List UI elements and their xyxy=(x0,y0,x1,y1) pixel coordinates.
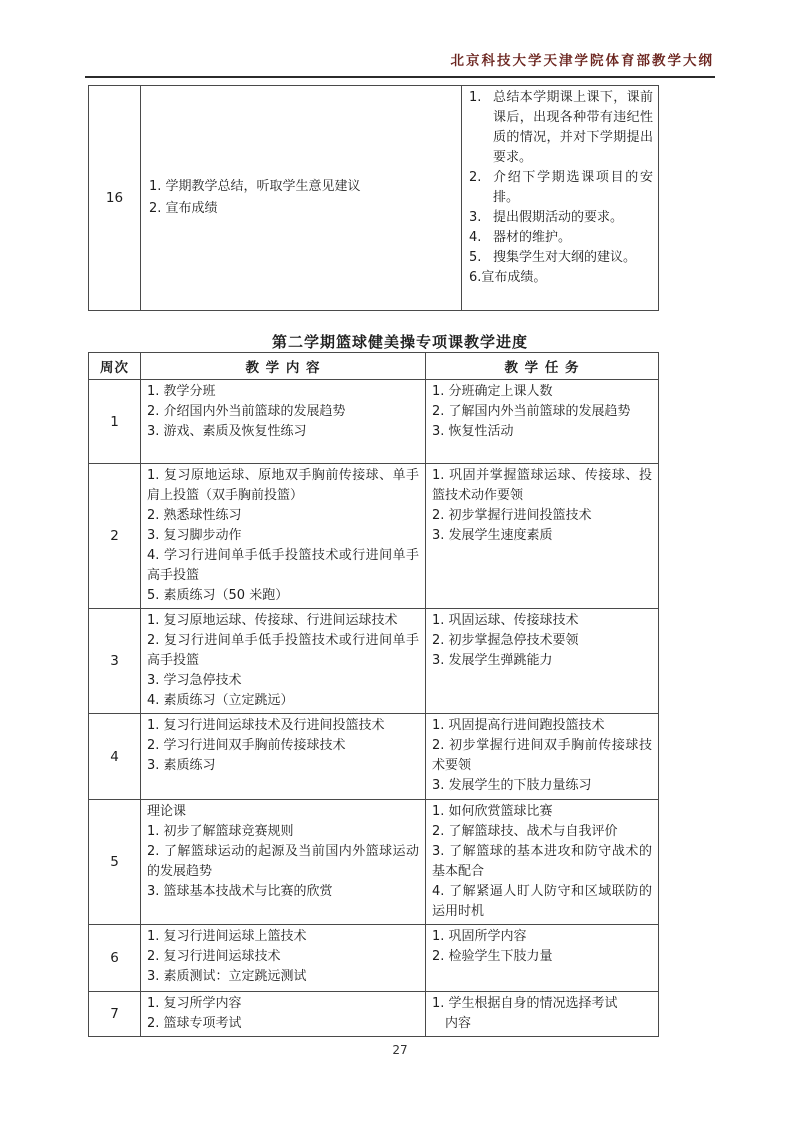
content-line: 1. 复习原地运球、原地双手胸前传接球、单手肩上投篮（双手胸前投篮） xyxy=(147,468,419,503)
teaching-task-cell xyxy=(462,86,659,311)
content-line: 1. 复习所学内容 xyxy=(147,996,242,1011)
week-number: 1 xyxy=(89,380,141,464)
page-number: 27 xyxy=(392,1043,408,1057)
task-lines-cell xyxy=(426,714,659,800)
task-line: 1. 分班确定上课人数 xyxy=(432,384,553,399)
content-line: 2. 宣布成绩 xyxy=(149,201,218,216)
content-line: 2. 复习行进间单手低手投篮技术或行进间单手高手投篮 xyxy=(147,633,419,668)
task-line: 2. 了解篮球技、战术与自我评价 xyxy=(432,824,618,839)
task-lines-cell xyxy=(426,800,659,925)
schedule-title: 第二学期篮球健美操专项课教学进度 xyxy=(271,333,528,351)
content-line: 1. 复习原地运球、传接球、行进间运球技术 xyxy=(147,613,398,628)
task-line: 1. 巩固并掌握篮球运球、传接球、投篮技术动作要领 xyxy=(432,468,652,503)
task-footer-line: 6.宣布成绩。 xyxy=(469,270,547,285)
task-line: 1. 学生根据自身的情况选择考试 xyxy=(432,996,618,1011)
task-line: 1. 巩固所学内容 xyxy=(432,929,527,944)
content-lines-cell xyxy=(141,609,426,714)
content-lines-cell xyxy=(141,464,426,609)
schedule-row xyxy=(89,609,659,714)
task-line: 2. 初步掌握急停技术要领 xyxy=(432,633,579,648)
content-line: 2. 学习行进间双手胸前传接球技术 xyxy=(147,738,346,753)
task-line: 内容 xyxy=(432,1016,472,1031)
task-item-text: 搜集学生对大纲的建议。 xyxy=(493,250,637,265)
task-line: 2. 初步掌握行进间投篮技术 xyxy=(432,508,592,523)
task-line: 3. 恢复性活动 xyxy=(432,424,514,439)
schedule-row xyxy=(89,714,659,800)
content-line: 3. 篮球基本技战术与比赛的欣赏 xyxy=(147,884,333,899)
schedule-header-row xyxy=(89,353,659,380)
task-item-number: 4. xyxy=(469,230,482,245)
content-line: 3. 游戏、素质及恢复性练习 xyxy=(147,424,307,439)
task-item-text: 提出假期活动的要求。 xyxy=(493,210,624,225)
week-number: 16 xyxy=(105,190,124,206)
content-lines-cell xyxy=(141,992,426,1037)
content-line: 理论课 xyxy=(147,804,187,819)
content-line: 3. 复习脚步动作 xyxy=(147,528,242,543)
content-line: 4. 素质练习（立定跳远） xyxy=(147,693,294,708)
content-line: 2. 复习行进间运球技术 xyxy=(147,949,281,964)
column-header-week: 周次 xyxy=(89,353,141,380)
content-lines-cell xyxy=(141,800,426,925)
column-header-content: 教 学 内 容 xyxy=(141,353,426,380)
task-item xyxy=(469,88,653,168)
task-lines-cell xyxy=(426,992,659,1037)
week-number: 5 xyxy=(89,800,141,925)
header-rule xyxy=(85,76,715,78)
task-item-number: 2. xyxy=(469,170,482,185)
task-item-number: 5. xyxy=(469,250,482,265)
task-line: 3. 发展学生的下肢力量练习 xyxy=(432,778,592,793)
schedule-table xyxy=(88,352,659,1037)
content-line: 1. 复习行进间运球上篮技术 xyxy=(147,929,307,944)
task-line: 3. 了解篮球的基本进攻和防守战术的基本配合 xyxy=(432,844,652,879)
task-lines-cell xyxy=(426,609,659,714)
task-item xyxy=(469,168,653,208)
content-line: 3. 学习急停技术 xyxy=(147,673,242,688)
content-line: 2. 介绍国内外当前篮球的发展趋势 xyxy=(147,404,346,419)
schedule-row xyxy=(89,464,659,609)
task-item-number: 1. xyxy=(469,90,482,105)
task-item-text: 总结本学期课上课下，课前课后，出现各种带有违纪性质的情况，并对下学期提出要求。 xyxy=(493,90,653,165)
content-line: 1. 学期教学总结，听取学生意见建议 xyxy=(149,179,361,194)
week-number: 6 xyxy=(89,925,141,992)
week-number: 4 xyxy=(89,714,141,800)
week-number: 3 xyxy=(89,609,141,714)
content-line: 2. 熟悉球性练习 xyxy=(147,508,242,523)
content-lines-cell xyxy=(141,714,426,800)
week-number: 7 xyxy=(89,992,141,1037)
task-item xyxy=(469,228,653,248)
task-line: 1. 巩固运球、传接球技术 xyxy=(432,613,579,628)
task-line: 2. 检验学生下肢力量 xyxy=(432,949,553,964)
task-item-text: 介绍下学期选课项目的安排。 xyxy=(493,170,653,205)
task-line: 1. 巩固提高行进间跑投篮技术 xyxy=(432,718,605,733)
task-item xyxy=(469,248,653,268)
schedule-row xyxy=(89,800,659,925)
task-item-number: 3. xyxy=(469,210,482,225)
content-line: 1. 教学分班 xyxy=(147,384,216,399)
task-list xyxy=(469,88,653,268)
column-header-task: 教 学 任 务 xyxy=(426,353,659,380)
content-line: 2. 了解篮球运动的起源及当前国内外篮球运动的发展趋势 xyxy=(147,844,419,879)
task-line: 2. 初步掌握行进间双手胸前传接球技术要领 xyxy=(432,738,652,773)
content-line: 3. 素质练习 xyxy=(147,758,216,773)
content-line: 5. 素质练习（50 米跑） xyxy=(147,588,289,603)
content-line: 2. 篮球专项考试 xyxy=(147,1016,242,1031)
page-header-title: 北京科技大学天津学院体育部教学大纲 xyxy=(450,53,714,69)
teaching-content-cell xyxy=(141,86,462,311)
content-line: 3. 素质测试：立定跳远测试 xyxy=(147,969,307,984)
task-lines-cell xyxy=(426,925,659,992)
task-item xyxy=(469,208,653,228)
week-number: 2 xyxy=(89,464,141,609)
content-lines-cell xyxy=(141,925,426,992)
task-line: 3. 发展学生弹跳能力 xyxy=(432,653,553,668)
task-lines-cell xyxy=(426,464,659,609)
task-lines-cell xyxy=(426,380,659,464)
week-number-cell xyxy=(89,86,141,311)
task-line: 2. 了解国内外当前篮球的发展趋势 xyxy=(432,404,631,419)
task-item-text: 器材的维护。 xyxy=(493,230,572,245)
content-line: 1. 初步了解篮球竞赛规则 xyxy=(147,824,294,839)
schedule-row xyxy=(89,380,659,464)
table-row xyxy=(89,86,659,311)
task-line: 4. 了解紧逼人盯人防守和区域联防的运用时机 xyxy=(432,884,652,919)
week16-table xyxy=(88,85,659,311)
schedule-row xyxy=(89,925,659,992)
schedule-row xyxy=(89,992,659,1037)
content-line: 4. 学习行进间单手低手投篮技术或行进间单手高手投篮 xyxy=(147,548,419,583)
task-line: 3. 发展学生速度素质 xyxy=(432,528,553,543)
content-lines-cell xyxy=(141,380,426,464)
content-line: 1. 复习行进间运球技术及行进间投篮技术 xyxy=(147,718,385,733)
task-line: 1. 如何欣赏篮球比赛 xyxy=(432,804,553,819)
